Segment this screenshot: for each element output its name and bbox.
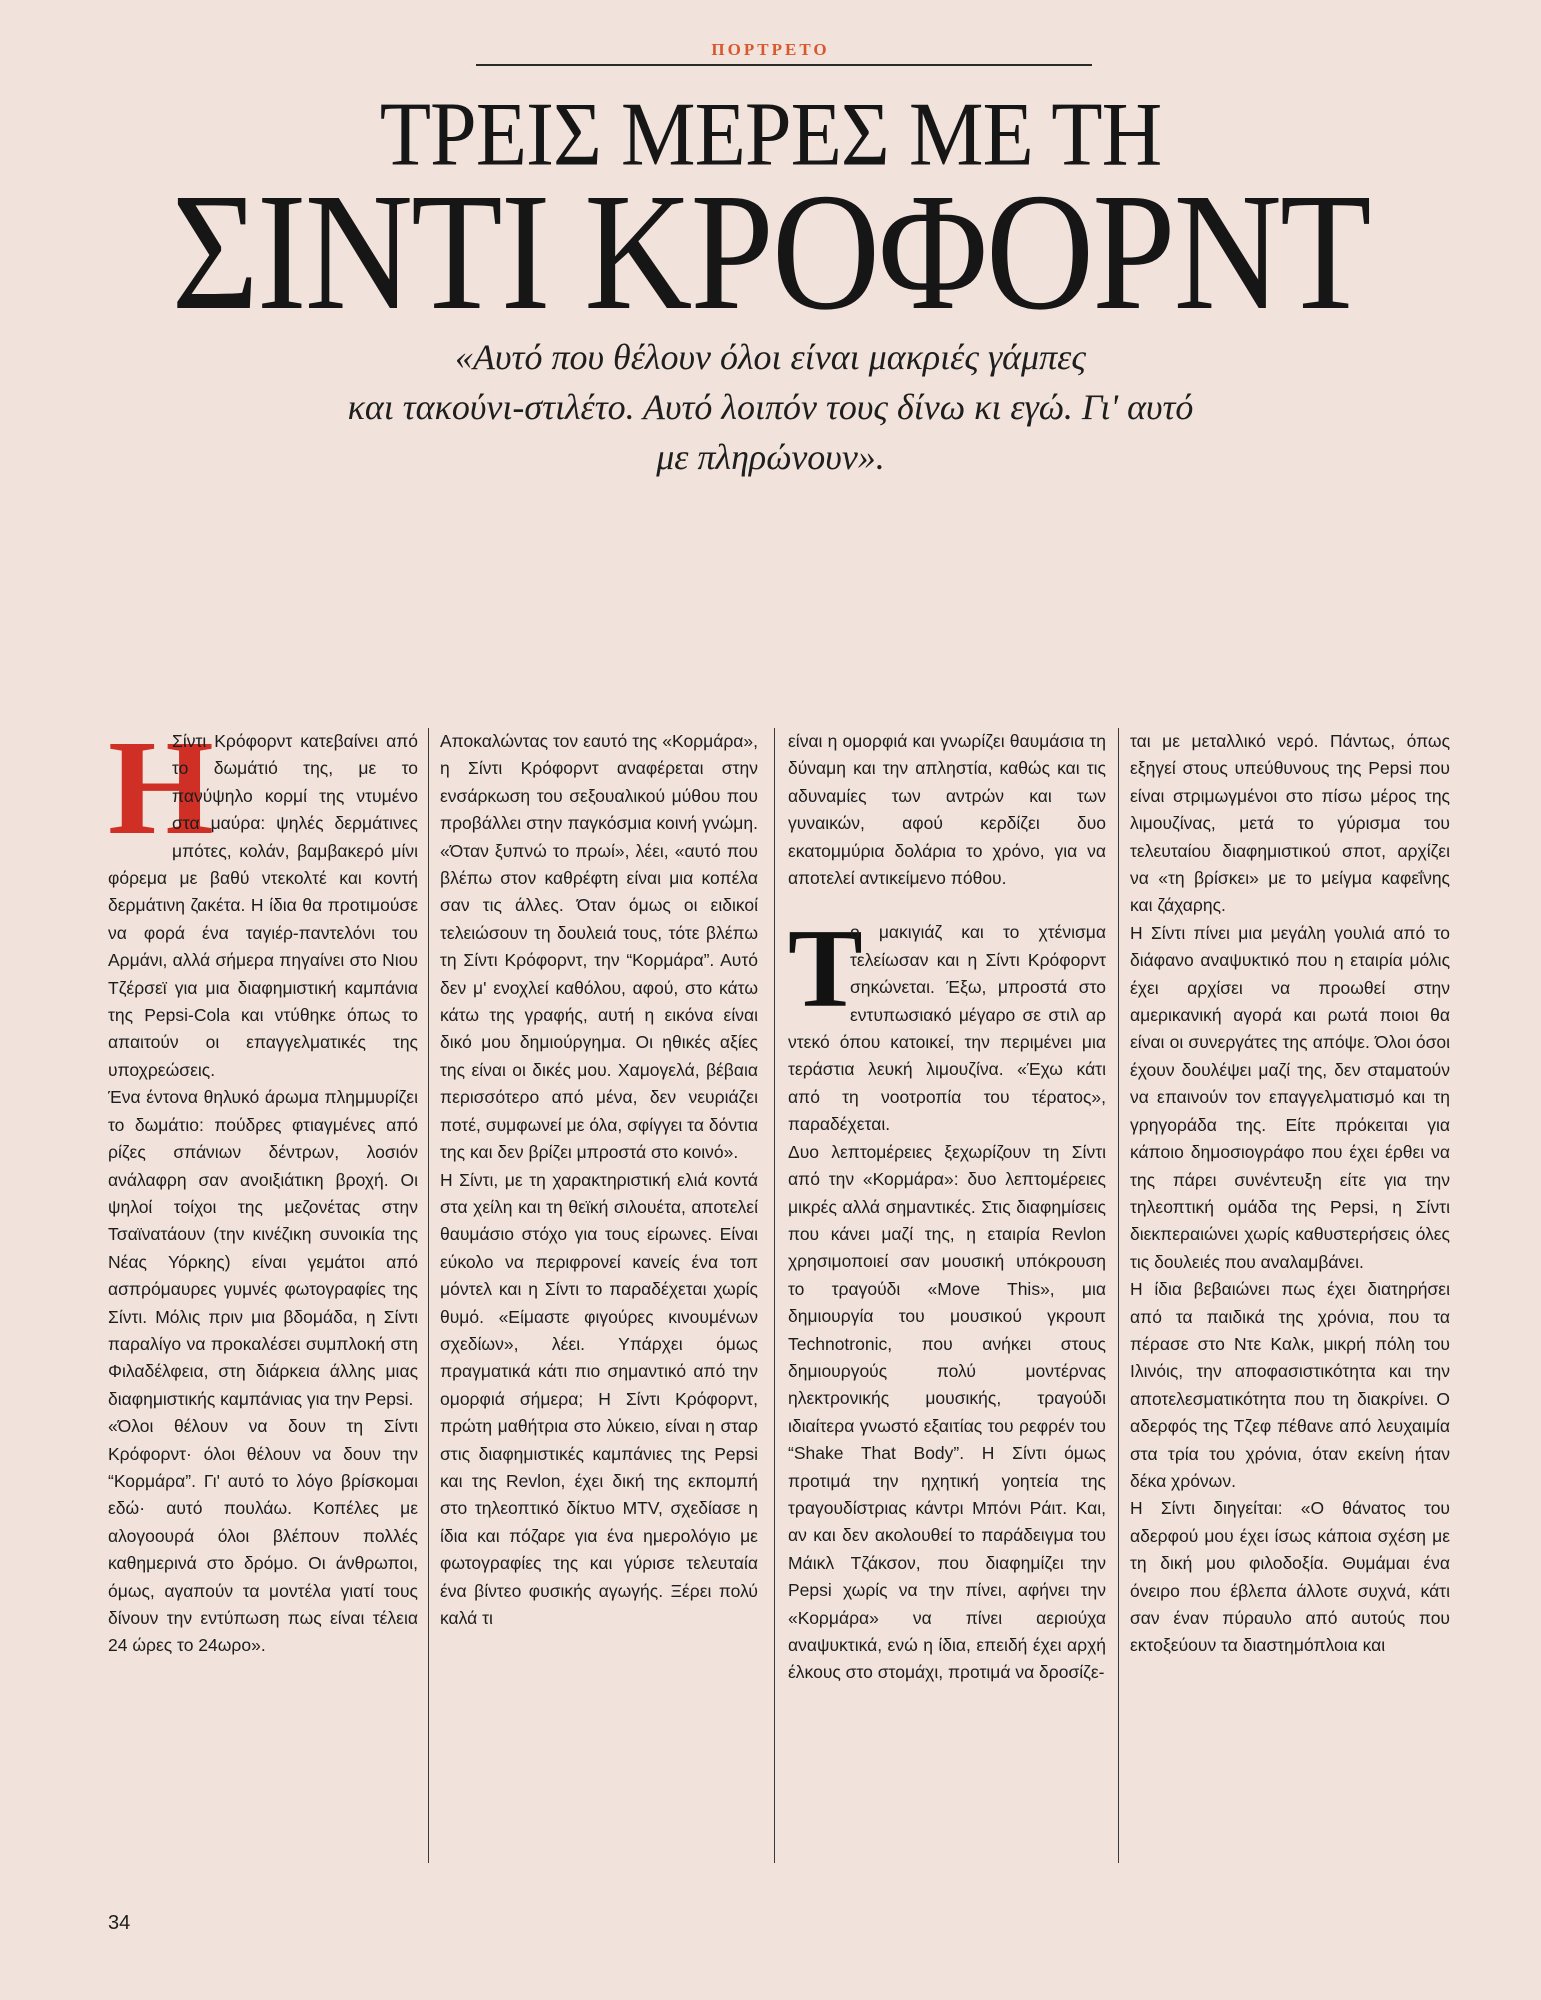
article-column-1 [108,728,418,1878]
headline-line-2: ΣΙΝΤΙ ΚΡΟΦΟΡΝΤ [171,159,1370,345]
paragraph: «Όλοι θέλουν να δουν τη Σίντι Κρόφορντ· όλοι θέλουν να δουν την “Κορμάρα”. Γι' αυτό το λόγο βρίσκομαι εδώ· αυτό πουλάω. Κοπέλες με αλογοουρά όλοι βλέπουν πολλές καθημερινά στο δρόμο. Οι άνθρωποι, όμως, αγαπούν τα μοντέλα γιατί τους δίνουν την εντύπωση πως είναι τέλεια 24 ώρες το 24ωρο». [108,1416,418,1656]
paragraph: Η Σίντι πίνει μια μεγάλη γουλιά από το διάφανο αναψυκτικό που η εταιρία μόλις έχει αρχίσει να προωθεί στην αμερικανική αγορά και ρωτά ποιοι θα είναι οι συνεργάτες της απόψε. Όλοι όσοι έχουν δουλέψει μαζί της, δεν σταματούν να επαινούν τον επαγγελματισμό και τη γρηγοράδα της. Είτε πρόκειται για κάποιο δημοσιογράφο που έχει έρθει να της πάρει συνέντευξη είτε για την τηλεοπτική ομάδα της Pepsi, η Σίντι διεκπεραιώνει χωρίς καθυστερήσεις όλες τις δουλειές που αναλαμβάνει. [1130,922,1450,1272]
headline-line-1: ΤΡΕΙΣ ΜΕΡΕΣ ΜΕ ΤΗ [379,84,1162,186]
paragraph: είναι η ομορφιά και γνωρίζει θαυμάσια τη δύναμη και την απληστία, καθώς και τις αδυναμίες των αντρών και των γυναικών, αφού κερδίζει δυο εκατομμύρια δολάρια το χρόνο, για να αποτελεί αντικείμενο πόθου. [788,731,1106,889]
paragraph: ται με μεταλλικό νερό. Πάντως, όπως εξηγεί στους υπεύθυνους της Pepsi που είναι στριμωγμένοι στο πίσω μέρος της λιμουζίνας, μετά το γύρισμα του τελευταίου διαφημιστικού σποτ, αρχίζει να «τη βρίσκει» με το μείγμα καφεΐνης και ζάχαρης. [1130,731,1450,916]
drop-cap: Η [108,728,214,863]
drop-cap: Τ [788,907,863,1032]
column-divider [1118,728,1119,1863]
section-rule [476,64,1092,66]
lede-line-2: και τακούνι-στιλέτο. Αυτό λοιπόν τους δίνω κι εγώ. Γι' αυτό [347,387,1194,427]
paragraph: Αποκαλώντας τον εαυτό της «Κορμάρα», η Σίντι Κρόφορντ αναφέρεται στην ενσάρκωση του σεξουαλικού μύθου που προβάλλει στην παγκόσμια κοινή γνώμη. «Όταν ξυπνώ το πρωί», λέει, «αυτό που βλέπω στον καθρέφτη είναι μια κοπέλα σαν τις άλλες. Όταν όμως οι ειδικοί τελειώσουν τη δουλειά τους, τότε βλέπω τη Σίντι Κρόφορντ, την “Κορμάρα”. Αυτό δεν μ' ενοχλεί καθόλου, αφού, στο κάτω κάτω της γραφής, αυτή η εικόνα είναι δικό μου δημιούργημα. Οι ηθικές αξίες της είναι οι δικές μου. Χαμογελά, βέβαια περισσότερο από μένα, δεν νευριάζει ποτέ, συμφωνεί με όλα, σφίγγει τα δόντια της και δεν βρίζει μπροστά στο κοινό». [440,731,758,1163]
article-column-4 [1130,728,1450,1878]
article-column-2 [440,728,758,1878]
paragraph: Η Σίντι, με τη χαρακτηριστική ελιά κοντά στα χείλη και τη θεϊκή σιλουέτα, αποτελεί θαυμάσιο στόχο για τους είρωνες. Είναι εύκολο να περιφρονεί κανείς ένα τοπ μόντελ και η Σίντι το παραδέχεται χωρίς θυμό. «Είμαστε φιγούρες κινουμένων σχεδίων», λέει. Υπάρχει όμως πραγματικά κάτι πιο σημαντικό από την ομορφιά σήμερα; Η Σίντι Κρόφορντ, πρώτη μαθήτρια στο λύκειο, είναι η σταρ στις διαφημιστικές καμπάνιες της Pepsi και της Revlon, έχει δική της εκπομπή στο τηλεοπτικό δίκτυο MTV, σχεδίασε η ίδια και πόζαρε για ένα ημερολόγιο με φωτογραφίες της και γύρισε τελευταία ένα βίντεο φυσικής αγωγής. Ξέρει πολύ καλά τι [440,1169,758,1628]
paragraph: Η ίδια βεβαιώνει πως έχει διατηρήσει από τα παιδικά της χρόνια, που τα πέρασε στο Ντε Καλκ, μικρή πόλη του Ιλινόις, την αποφασιστικότητα και την αποτελεσματικότητα που τη διακρίνει. Ο αδερφός της Τζεφ πέθανε από λευχαιμία στα τρία του χρόνια, όταν εκείνη ήταν δέκα χρόνων. [1130,1279,1450,1491]
page-number: 34 [108,1912,131,1934]
paragraph: Σίντι Κρόφορντ κατεβαίνει από το δωμάτιό της, με το πανύψηλο κορμί της ντυμένο στα μαύρα: ψηλές δερμάτινες μπότες, κολάν, βαμβακερό μίνι φόρεμα με βαθύ ντεκολτέ και κοντή δερμάτινη ζακέτα. Η ίδια θα προτιμούσε να φορά ένα ταγιέρ-παντελόνι του Αρμάνι, αλλά σήμερα πηγαίνει στο Νιου Τζέρσεϊ για μια διαφημιστική καμπάνια της Pepsi-Cola και ντύθηκε όπως το απαιτούν οι επαγγελματικές της υποχρεώσεις. [108,731,418,1080]
paragraph: Ένα έντονα θηλυκό άρωμα πλημμυρίζει το δωμάτιο: πούδρες φτιαγμένες από ρίζες σπάνιων δέντρων, λοσιόν ανάλαφρη σαν ανοιξιάτικη βροχή. Οι ψηλοί τοίχοι της μεζονέτας στην Τσαϊνατάουν (την κινέζικη συνοικία της Νέας Υόρκης) είναι γεμάτοι από ασπρόμαυρες γυμνές φωτογραφίες της Σίντι. Μόλις πριν μια βδομάδα, η Σίντι παραλίγο να προκαλέσει συμπλοκή στη Φιλαδέλφεια, στη διάρκεια άλλης μιας διαφημιστικής καμπάνιας για την Pepsi. [108,1087,418,1409]
paragraph: ο μακιγιάζ και το χτένισμα τελείωσαν και η Σίντι Κρόφορντ σηκώνεται. Έξω, μπροστά στο εντυπωσιακό μέγαρο σε στιλ αρ ντεκό όπου κατοικεί, την περιμένει μια τεράστια λευκή λιμουζίνα. «Έχω κάτι από τη νοοτροπία του τέρατος», παραδέχεται. [788,922,1106,1135]
section-label: ΠΟΡΤΡΕΤΟ [711,40,830,59]
lede-line-1: «Αυτό που θέλουν όλοι είναι μακριές γάμπες [455,337,1086,377]
paragraph: Η Σίντι διηγείται: «Ο θάνατος του αδερφού μου έχει ίσως κάποια σχέση με τη δική μου φιλοδοξία. Θυμάμαι ένα όνειρο που έβλεπα άλλοτε συχνά, κάτι σαν έναν πύραυλο από αυτούς που εκτοξεύουν τα διαστημόπλοια και [1130,1498,1450,1656]
lede-line-3: με πληρώνουν». [656,437,885,477]
column-divider [774,728,775,1863]
lede-quote [250,332,1291,482]
paragraph: Δυο λεπτομέρειες ξεχωρίζουν τη Σίντι από την «Κορμάρα»: δυο λεπτομέρειες μικρές αλλά σημαντικές. Στις διαφημίσεις που κάνει μαζί της, η εταιρία Revlon χρησιμοποιεί σαν μουσική υπόκρουση το τραγούδι «Move This», μια δημιουργία του μουσικού γκρουπ Technotronic, που ανήκει στους δημιουργούς πολύ μοντέρνας ηλεκτρονικής μουσικής, τραγούδι ιδιαίτερα γνωστό εξαιτίας του ρεφρέν του “Shake That Body”. Η Σίντι όμως προτιμά την ηχητική γοητεία της τραγουδίστριας κάντρι Μπόνι Ράιτ. Και, αν και δεν ακολουθεί το παράδειγμα του Μάικλ Τζάκσον, που διαφημίζει την Pepsi χωρίς να την πίνει, αφήνει την «Κορμάρα» να πίνει αεριούχα αναψυκτικά, ενώ η ίδια, επειδή έχει αρχή έλκους στο στομάχι, προτιμά να δροσίζε- [788,1141,1106,1683]
article-column-3 [788,728,1106,1878]
column-divider [428,728,429,1863]
